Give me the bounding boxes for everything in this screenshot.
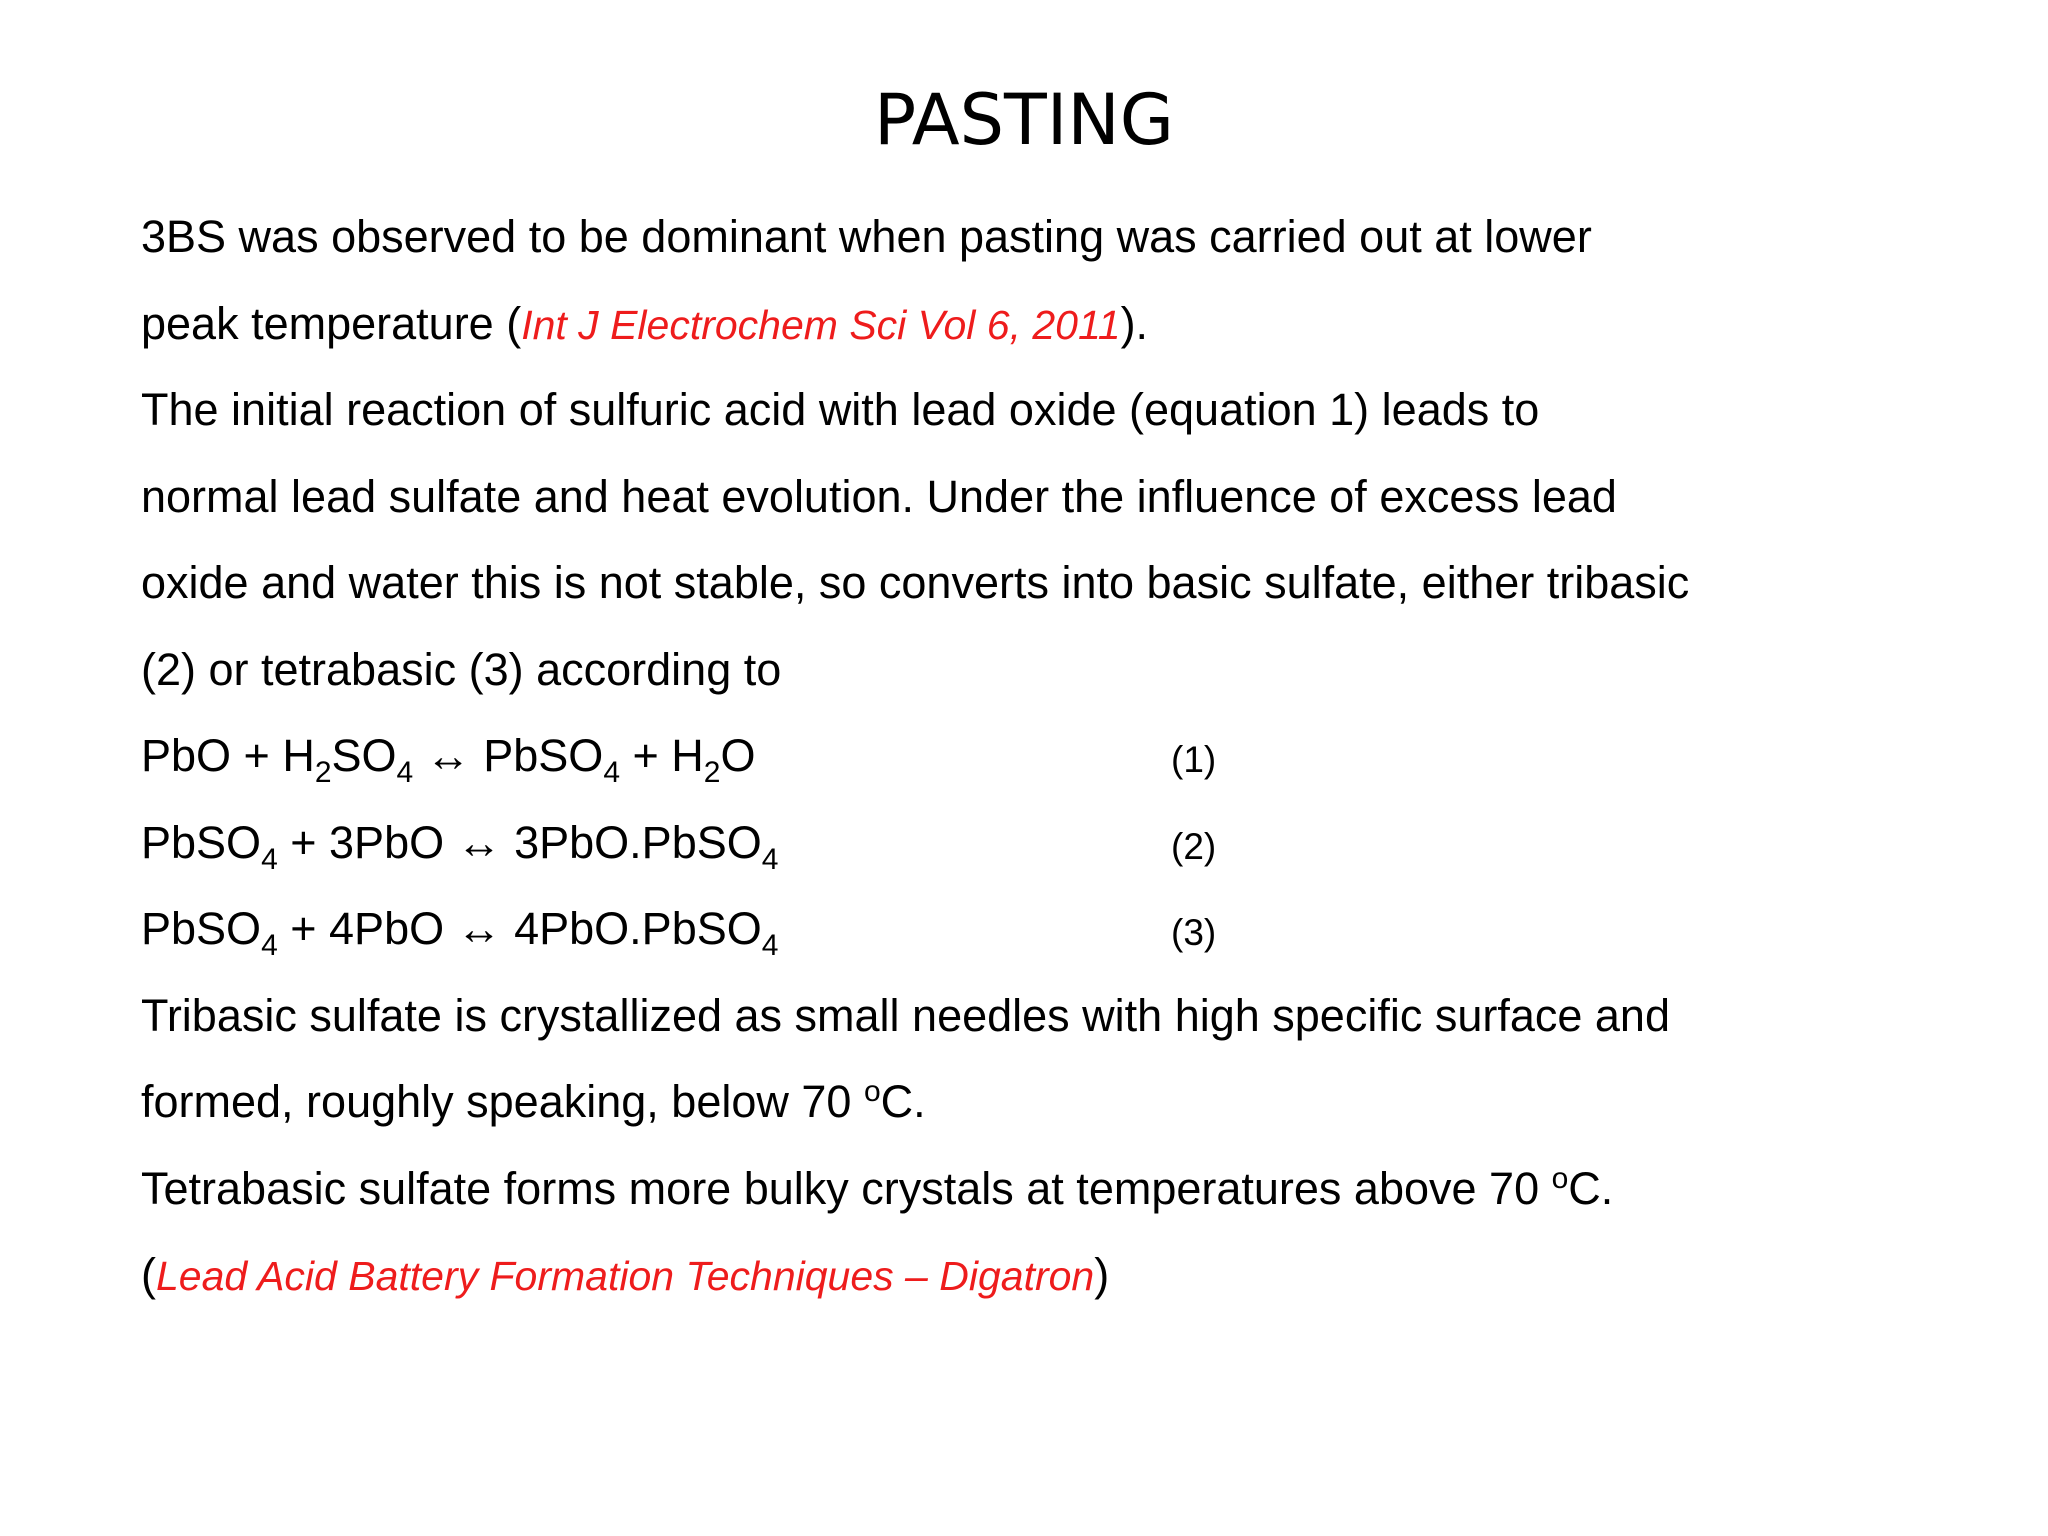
equation-text: + H [620, 730, 704, 781]
text-run: Tetrabasic sulfate forms more bulky crystals at temperatures above 70 [141, 1162, 1552, 1214]
equation-1 [141, 719, 2041, 806]
superscript: o [863, 1075, 881, 1108]
paragraph-2-line-1 [141, 373, 2041, 460]
text-run: ) [1094, 1249, 1110, 1300]
equation-text: + 3PbO ↔ 3PbO.PbSO [277, 816, 762, 868]
text-run: normal lead sulfate and heat evolution. Under the influence of excess lead [141, 470, 1617, 522]
paragraph-2-line-3 [141, 546, 2041, 633]
subscript: 4 [261, 929, 278, 962]
paragraph-2-line-4 [141, 633, 2041, 720]
equation-number: (2) [1171, 825, 1217, 867]
equation-text: ↔ PbSO [413, 730, 604, 781]
text-run: C. [1568, 1162, 1614, 1214]
equation-2 [141, 806, 2041, 893]
text-run: Tribasic sulfate is crystallized as small needles with high specific surface and [141, 989, 1670, 1041]
paragraph-1-line-2 [141, 287, 2041, 374]
subscript: 2 [314, 756, 332, 789]
paragraph-3-line-1 [141, 979, 2041, 1066]
equation-number: (3) [1171, 912, 1217, 953]
text-run: formed, roughly speaking, below 70 [141, 1076, 864, 1127]
paragraph-2-line-2 [141, 460, 2041, 547]
subscript: 4 [603, 756, 620, 789]
subscript: 2 [703, 756, 721, 789]
citation-reference: Int J Electrochem Sci Vol 6, 2011 [521, 301, 1121, 348]
equation-text: + 4PbO ↔ 4PbO.PbSO [277, 903, 762, 954]
slide-title: PASTING [873, 79, 1175, 161]
superscript: o [1551, 1161, 1569, 1195]
citation-reference: Lead Acid Battery Formation Techniques – Digatron [156, 1253, 1095, 1299]
text-run: peak temperature ( [141, 297, 522, 349]
text-run: ). [1120, 297, 1149, 349]
equation-text: PbSO [141, 903, 262, 954]
text-run: C. [880, 1076, 926, 1127]
text-run: The initial reaction of sulfuric acid with lead oxide (equation 1) leads to [141, 384, 1540, 435]
slide-body [141, 200, 2041, 1325]
text-run: 3BS was observed to be dominant when pasting was carried out at lower [141, 211, 1592, 262]
subscript: 4 [396, 756, 414, 789]
equation-text: PbO + H [141, 730, 315, 781]
equation-text: O [720, 730, 756, 781]
equation-number: (1) [1171, 739, 1217, 780]
paragraph-1-line-1 [141, 200, 2041, 287]
subscript: 4 [761, 842, 779, 876]
paragraph-4-line-1 [141, 1152, 2041, 1239]
text-run: (2) or tetrabasic (3) according to [141, 643, 782, 695]
text-run: ( [141, 1249, 156, 1300]
equation-text: SO [331, 730, 397, 781]
text-run: oxide and water this is not stable, so converts into basic sulfate, either tribasic [141, 557, 1690, 608]
subscript: 4 [761, 929, 779, 962]
subscript: 4 [261, 842, 278, 876]
paragraph-4-line-2 [141, 1238, 2041, 1325]
paragraph-3-line-2 [141, 1065, 2041, 1152]
equation-text: PbSO [141, 816, 262, 868]
equation-3 [141, 892, 2041, 979]
